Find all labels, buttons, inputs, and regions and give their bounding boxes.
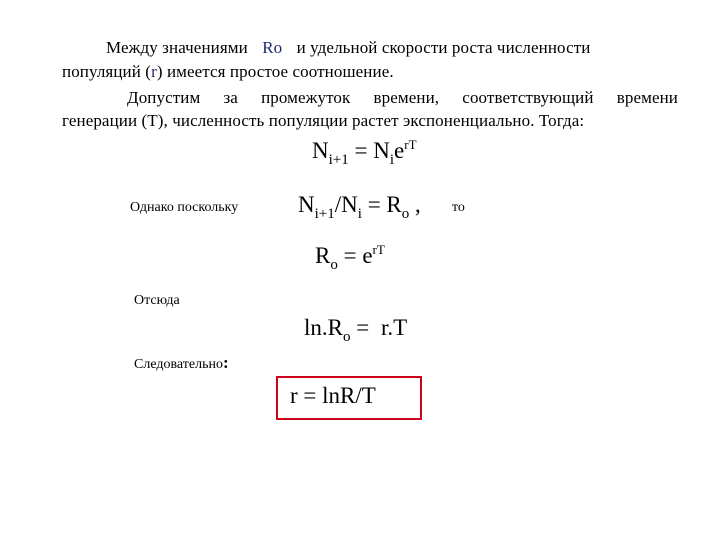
- then-label: то: [452, 200, 465, 215]
- f-sub: i: [389, 152, 395, 168]
- f-sub: i+1: [328, 152, 349, 168]
- formula-ln: [304, 315, 408, 345]
- result-formula: r = lnR/T: [290, 383, 376, 408]
- paragraph2-line2: генерации (T), численность популяции растет экспоненциально. Тогда:: [62, 111, 585, 130]
- f-sub: o: [330, 257, 338, 273]
- f-sup: rT: [372, 242, 385, 257]
- f-eq: = N: [348, 138, 390, 163]
- paragraph1-line1: [106, 38, 590, 58]
- f-slash: /N: [334, 192, 358, 217]
- text: Между значениями: [106, 38, 248, 57]
- f-sub: i+1: [314, 206, 335, 222]
- f-sub: o: [342, 329, 351, 345]
- f-comma: ,: [409, 192, 421, 217]
- paragraph2-line1: Допустим за промежуток времени, соответствующий времени: [127, 88, 678, 107]
- ro-symbol: Ro: [262, 38, 283, 57]
- f-sup: rT: [404, 137, 417, 152]
- colon: :: [222, 353, 229, 372]
- formula-ro: [315, 242, 385, 273]
- f-sub: o: [401, 206, 410, 222]
- r-symbol: r: [151, 62, 157, 81]
- text: и удельной скорости роста численности: [296, 38, 591, 57]
- f-eq: =: [337, 243, 363, 268]
- f-e: e: [394, 138, 405, 163]
- f-eq: = R: [361, 192, 402, 217]
- since-label: Однако поскольку: [130, 200, 239, 215]
- f-e: e: [362, 243, 373, 268]
- f-sub: i: [357, 206, 362, 222]
- f-ln: ln.R: [304, 315, 343, 340]
- formula-ratio: [298, 192, 421, 222]
- f-n: N: [298, 192, 315, 217]
- text: ) имеется простое соотношение.: [156, 62, 394, 81]
- f-rt: r.T: [380, 315, 408, 340]
- f-r: R: [315, 243, 331, 268]
- hence-label: Отсюда: [134, 293, 180, 308]
- text: Следовательно: [134, 357, 223, 372]
- therefore-label: [134, 353, 229, 373]
- paragraph1-line2: [62, 62, 394, 82]
- f-eq: =: [350, 315, 375, 340]
- text: популяций (: [62, 62, 152, 81]
- f-n: N: [312, 138, 329, 163]
- formula-growth: [312, 137, 417, 168]
